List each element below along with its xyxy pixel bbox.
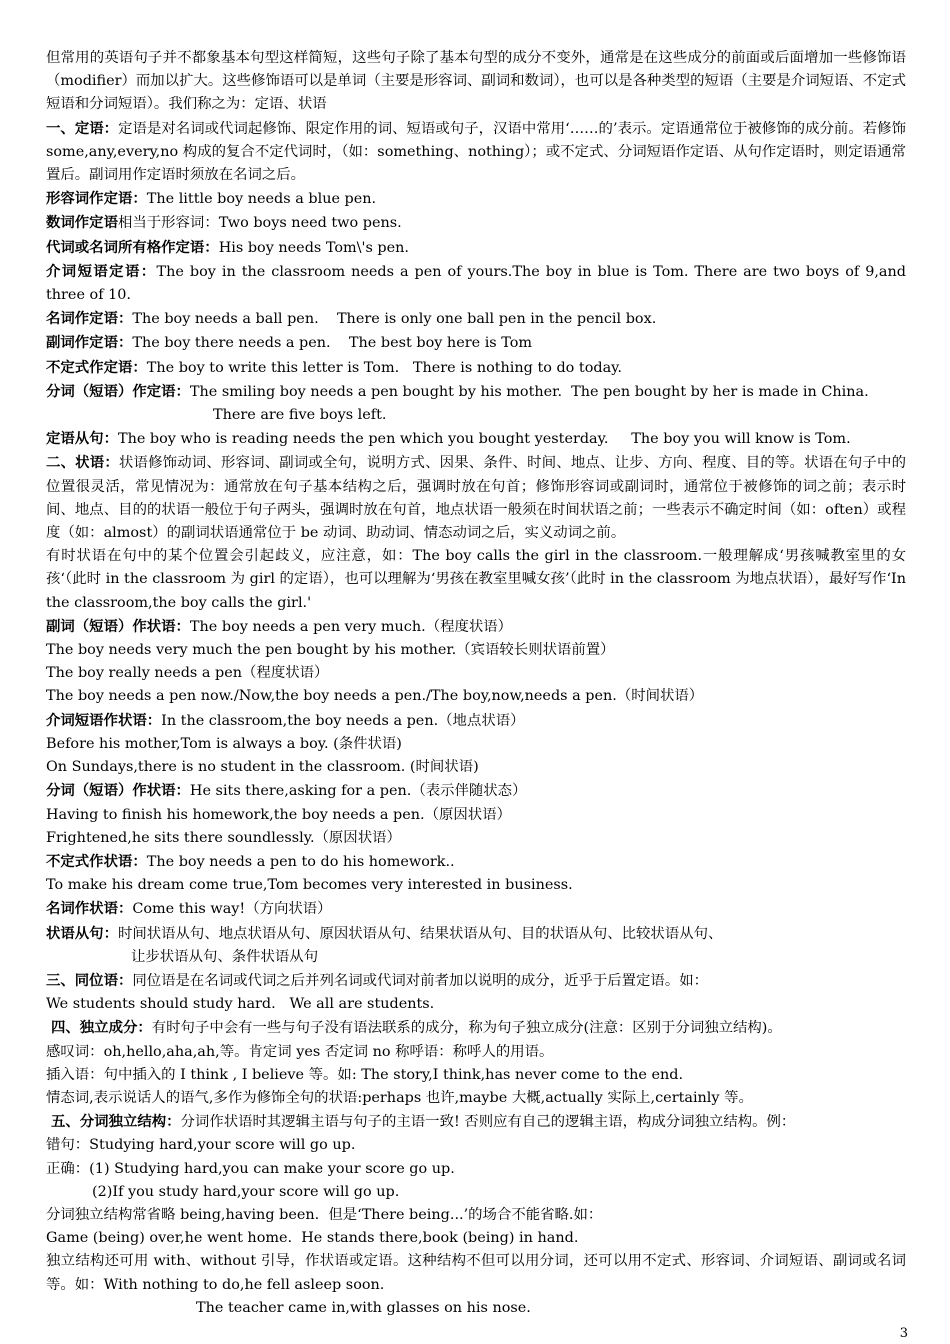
paragraph-text: 分词独立结构常省略 being,having been. 但是‘There being...’的场合不能省略.如： [46,1206,603,1223]
paragraph-text: 同位语是在名词或代词之后并列名词或代词对前者加以说明的成分，近乎于后置定语。如： [132,972,708,989]
paragraph-text: The boy needs a pen now./Now,the boy needs a pen./The boy,now,needs a pen.（时间状语） [46,688,704,705]
paragraph-label: 状语从句： [46,924,118,942]
paragraph [46,1227,906,1250]
paragraph-label: 五、分词独立结构： [51,1113,181,1131]
paragraph-label: 三、同位语： [46,971,133,989]
paragraph [46,260,911,307]
paragraph-label: 不定式作状语： [46,852,147,870]
paragraph-label: 名词作状语： [46,900,133,918]
paragraph-text: The boy who is reading needs the pen which you bought yesterday. The boy you will know is Tom. [117,431,851,448]
paragraph [46,662,906,685]
paragraph-text: The boy needs very much the pen bought by his mother.（宾语较长则状语前置） [46,642,615,659]
paragraph [46,874,906,897]
paragraph-text: To make his dream come true,Tom becomes very interested in business. [46,877,573,894]
paragraph-label: 副词（短语）作状语： [46,617,190,635]
paragraph-text: The boy needs a pen to do his homework.. [146,853,455,870]
paragraph-text: 状语修饰动词、形容词、副词或全句，说明方式、因果、条件、时间、地点、让步、方向、程度、目的等。状语在句子中的位置很灵活，常见情况为：通常放在句子基本结构之后，强调时放在句首；修饰形容词或副词时，通常位于被修饰的词之前；表示时间、地点、目的的状语一般位于句子两头，强调时放在句首，地点状语一般须在时间状语之前；一些表示不确定时间（如：often）或程度（如：almost）的副词状语通常位于 be 动词、助动词、情态动词之后，实义动词之前。 [46,455,906,542]
paragraph-text: 定语是对名词或代词起修饰、限定作用的词、短语或句子，汉语中常用‘……的’表示。定语通常位于被修饰的成分前。若修饰 some,any,every,no 构成的复合不定代词时，（如：something、nothing）；或不定式、分词短语作定语、从句作定语时，则定语通常置后。副词用作定语时须放在名词之后。 [46,120,911,184]
paragraph [46,897,906,921]
paragraph-label: 代词或名词所有格作定语： [46,238,219,256]
paragraph-text: Game (being) over,he went home. He stands there,book (being) in hand. [46,1230,579,1247]
paragraph-text: The boy there needs a pen. The best boy here is Tom [132,335,533,352]
paragraph-text: The boy in the classroom needs a pen of yours.The boy in blue is Tom. There are two boys of 9,and three of 10. [46,263,911,304]
paragraph [46,545,911,615]
paragraph [46,993,906,1016]
paragraph [46,779,906,803]
paragraph [46,850,906,874]
paragraph [46,969,906,993]
paragraph-text: 时间状语从句、地点状语从句、原因状语从句、结果状语从句、目的状语从句、比较状语从句、 [117,925,723,942]
paragraph-label: 分词（短语）作状语： [46,782,190,800]
paragraph-label: 介词短语作状语： [46,711,162,729]
paragraph-text: Having to finish his homework,the boy needs a pen.（原因状语） [46,806,511,823]
paragraph [46,1181,906,1204]
paragraph [46,804,906,827]
paragraph-label: 副词作定语： [46,334,133,352]
paragraph-text: The smiling boy needs a pen bought by his mother. The pen bought by her is made in China. [189,383,869,400]
paragraph [46,117,911,188]
paragraph-text: 分词作状语时其逻辑主语与句子的主语一致! 否则应有自己的逻辑主语，构成分词独立结构。例： [180,1114,796,1131]
paragraph-label: 数词作定语 [46,214,118,232]
paragraph [46,427,906,451]
paragraph-label: 四、独立成分： [51,1019,152,1037]
paragraph-text: 情态词,表示说话人的语气,多作为修饰全句的状语:perhaps 也许,maybe 大概,actually 实际上,certainly 等。 [46,1089,753,1106]
paragraph-text: 有时句子中会有一些与句子没有语法联系的成分，称为句子独立成分(注意：区别于分词独立结构)。 [151,1020,782,1037]
paragraph [46,380,906,404]
paragraph [46,639,906,662]
paragraph [46,733,906,756]
paragraph-label: 名词作定语： [46,310,133,328]
paragraph-label: 分词（短语）作定语： [46,382,190,400]
paragraph-label: 形容词作定语： [46,190,147,208]
paragraph [46,1016,906,1040]
paragraph [46,236,906,260]
paragraph-text: 让步状语从句、条件状语从句 [131,948,319,965]
paragraph [46,451,906,545]
paragraph-text: The boy needs a ball pen. There is only one ball pen in the pencil box. [132,311,657,328]
paragraph-text: On Sundays,there is no student in the classroom. (时间状语) [46,759,479,776]
paragraph [46,615,906,639]
paragraph-label: 一、定语： [46,119,119,137]
paragraph [46,946,906,969]
paragraph [46,404,906,427]
paragraph [46,1064,906,1087]
paragraph-text: 正确：(1) Studying hard,you can make your score go up. [46,1160,455,1177]
paragraph [46,709,906,733]
paragraph-text: Before his mother,Tom is always a boy. (条件状语) [46,735,402,752]
paragraph [46,922,906,946]
document-body [46,47,911,1320]
paragraph-text: 相当于形容词：Two boys need two pens. [117,215,402,232]
paragraph [46,1041,906,1064]
paragraph-text: 错句：Studying hard,your score will go up. [46,1137,356,1154]
paragraph-text: The boy really needs a pen（程度状语） [46,665,329,682]
paragraph [46,187,906,211]
paragraph [46,1158,906,1181]
paragraph [46,1134,906,1157]
paragraph [46,331,906,355]
paragraph-text: 有时状语在句中的某个位置会引起歧义，应注意，如：The boy calls the girl in the classroom.一般理解成‘男孩喊教室里的女孩‘（此时 in the classroom 为 girl 的定语），也可以理解为‘男孩在教室里喊女孩’（此时 in the classroom 为地点状语），最好写作‘In the classroom,the boy calls the girl.' [46,548,911,611]
paragraph [46,1250,906,1296]
paragraph-label: 不定式作定语： [46,358,147,376]
paragraph-text: The boy to write this letter is Tom. There is nothing to do today. [146,359,622,376]
paragraph [46,211,906,235]
paragraph-text: There are five boys left. [213,407,387,424]
paragraph-text: The boy needs a pen very much.（程度状语） [189,618,513,635]
paragraph [46,307,906,331]
paragraph-text: 但常用的英语句子并不都象基本句型这样简短，这些句子除了基本句型的成分不变外，通常是在这些成分的前面或后面增加一些修饰语（modifier）而加以扩大。这些修饰语可以是单词（主要是形容词、副词和数词），也可以是各种类型的短语（主要是介词短语、不定式短语和分词短语）。我们称之为：定语、状语 [46,50,906,113]
paragraph-text: 插入语：句中插入的 I think , I believe 等。如: The story,I think,has never come to the end. [46,1066,684,1083]
paragraph [46,756,906,779]
paragraph-text: The little boy needs a blue pen. [146,191,377,208]
paragraph-text: Frightened,he sits there soundlessly.（原因状语） [46,829,401,846]
paragraph [46,1204,906,1227]
paragraph-text: 独立结构还可用 with、without 引导，作状语或定语。这种结构不但可以用分词，还可以用不定式、形容词、介词短语、副词或名词等。如：With nothing to do,he fell asleep soon. [46,1253,906,1293]
paragraph-label: 介词短语定语： [46,262,157,280]
paragraph [46,1297,906,1320]
paragraph-label: 二、状语： [46,454,119,472]
paragraph [46,356,906,380]
paragraph [46,827,906,850]
page-number: 3 [899,1326,908,1341]
paragraph-text: 感叹词：oh,hello,aha,ah,等。肯定词 yes 否定词 no 称呼语：称呼人的用语。 [46,1043,554,1060]
paragraph-label: 定语从句： [46,430,118,448]
paragraph-text: His boy needs Tom\'s pen. [218,239,409,256]
paragraph-text: Come this way!（方向状语） [132,901,332,918]
paragraph-text: The teacher came in,with glasses on his nose. [196,1299,531,1316]
paragraph-text: We students should study hard. We all are students. [46,996,435,1013]
paragraph [46,1087,906,1110]
paragraph [46,1110,906,1134]
paragraph [46,685,906,708]
paragraph-text: In the classroom,the boy needs a pen.（地点状语） [161,712,525,729]
paragraph-text: (2)If you study hard,your score will go up. [92,1183,400,1200]
paragraph [46,47,906,117]
paragraph-text: He sits there,asking for a pen.（表示伴随状态） [189,783,527,800]
